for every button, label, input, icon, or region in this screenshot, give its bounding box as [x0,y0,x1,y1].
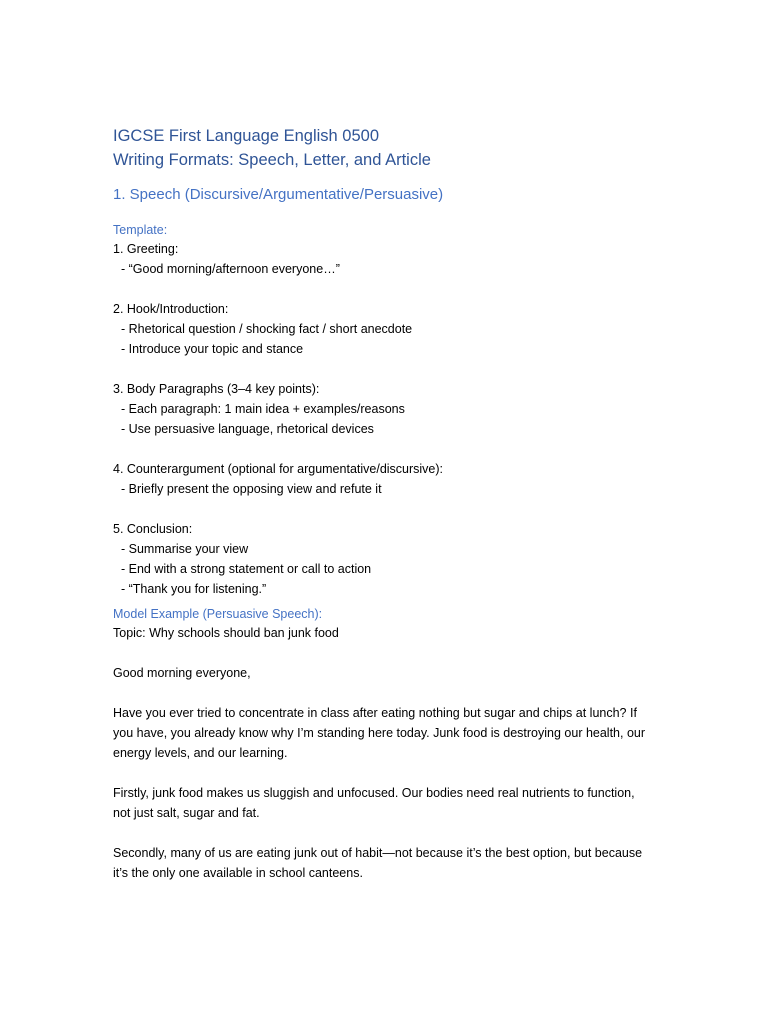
model-salutation: Good morning everyone, [113,666,251,680]
template-body: 3. Body Paragraphs (3–4 key points): [113,382,320,396]
template-hook-item: - Introduce your topic and stance [121,342,304,356]
template-label: Template: [113,223,168,237]
template-hook: 2. Hook/Introduction: [113,302,229,316]
model-paragraph-1-line: you have, you already know why I’m standing here today. Junk food is destroying our health, our [113,726,646,740]
model-paragraph-3-line: Secondly, many of us are eating junk out of habit—not because it’s the best option, but because [113,846,643,860]
template-counterargument: 4. Counterargument (optional for argumentative/discursive): [113,462,444,476]
template-conclusion-item: - Summarise your view [121,542,249,556]
document-title-line-1: IGCSE First Language English 0500 [113,127,379,145]
model-paragraph-3-line: it’s the only one available in school canteens. [113,866,363,880]
model-paragraph-1-line: Have you ever tried to concentrate in class after eating nothing but sugar and chips at lunch? If [113,706,637,720]
template-conclusion: 5. Conclusion: [113,522,193,536]
template-conclusion-item: - “Thank you for listening.” [121,582,267,596]
section-heading-speech: 1. Speech (Discursive/Argumentative/Persuasive) [113,186,444,203]
template-conclusion-item: - End with a strong statement or call to action [121,562,372,576]
template-counterargument-item: - Briefly present the opposing view and refute it [121,482,382,496]
model-paragraph-2-line: not just salt, sugar and fat. [113,806,260,820]
document-title-line-2: Writing Formats: Speech, Letter, and Article [113,151,431,169]
model-topic: Topic: Why schools should ban junk food [113,626,339,640]
model-example-label: Model Example (Persuasive Speech): [113,607,323,621]
template-greeting-item: - “Good morning/afternoon everyone…” [121,262,340,276]
template-body-item: - Use persuasive language, rhetorical devices [121,422,374,436]
document-page [113,124,673,883]
model-paragraph-1-line: energy levels, and our learning. [113,746,288,760]
template-hook-item: - Rhetorical question / shocking fact / short anecdote [121,322,413,336]
model-paragraph-2-line: Firstly, junk food makes us sluggish and unfocused. Our bodies need real nutrients to function, [113,786,635,800]
template-greeting: 1. Greeting: [113,242,179,256]
template-body-item: - Each paragraph: 1 main idea + examples/reasons [121,402,405,416]
